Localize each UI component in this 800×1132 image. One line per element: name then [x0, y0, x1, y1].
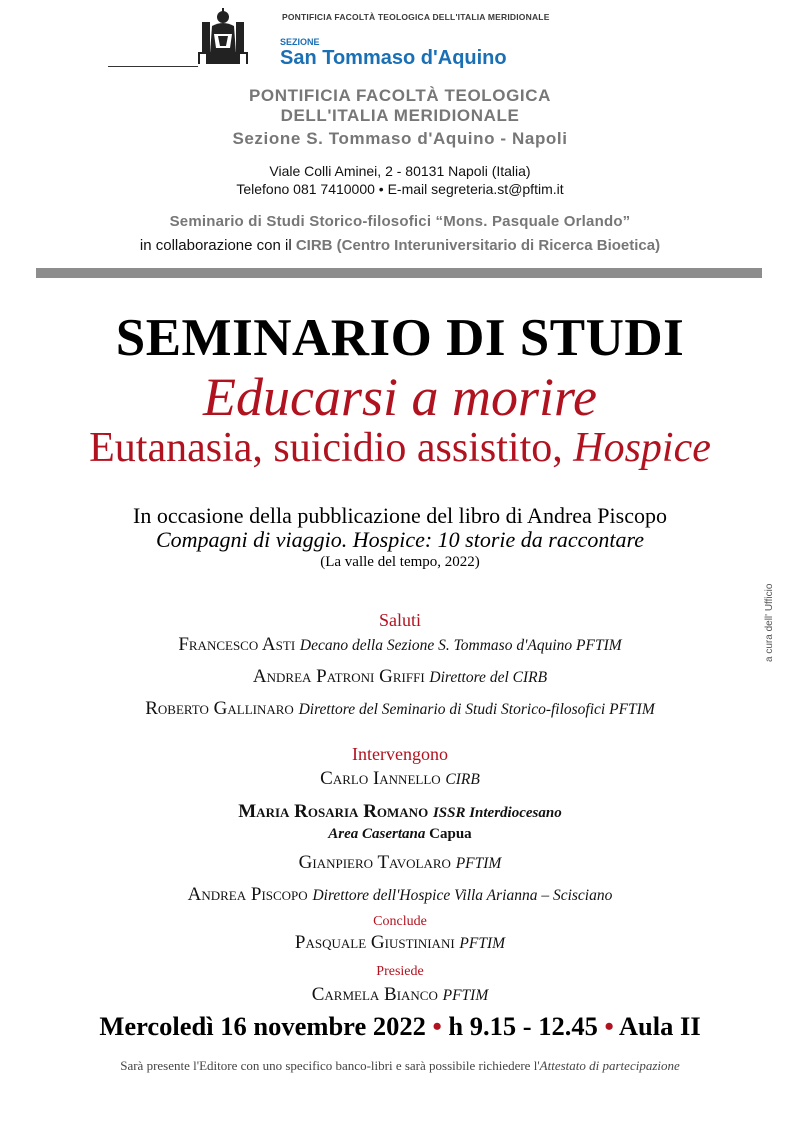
speaker-role: PFTIM [442, 987, 489, 1004]
event-time: h 9.15 - 12.45 [448, 1011, 598, 1041]
speaker-name: Gianpiero Tavolaro [298, 852, 451, 873]
saluti-label: Saluti [378, 610, 421, 630]
speaker-role-italic: Area Casertana [328, 826, 426, 842]
subtitle-plain: Eutanasia, suicidio assistito, [89, 425, 574, 471]
logo-institution-small: PONTIFICIA FACOLTÀ TEOLOGICA DELL'ITALIA MERIDIONALE [282, 12, 550, 22]
speaker-line [0, 801, 800, 823]
event-subtitle [0, 424, 800, 472]
divider-bar [36, 268, 762, 278]
logo-sezione-label: SEZIONE [280, 37, 320, 47]
institution-line-1: PONTIFICIA FACOLTÀ TEOLOGICA [248, 86, 551, 105]
speaker-role: PFTIM [455, 855, 502, 872]
speaker-line [0, 634, 800, 656]
speaker-line [0, 884, 800, 906]
speaker-line [0, 698, 800, 720]
speaker-name: Pasquale Giustiniani [294, 932, 455, 953]
event-room: Aula II [618, 1011, 701, 1041]
speaker-name: Roberto Gallinaro [145, 698, 294, 719]
footer-note-italic: Attestato di partecipazione [539, 1058, 680, 1073]
separator-dot: • [604, 1011, 614, 1041]
speaker-name: Francesco Asti [178, 634, 296, 655]
presiede-label: Presiede [376, 964, 424, 979]
speaker-name: Carlo Iannello [320, 768, 441, 789]
speaker-line [0, 768, 800, 790]
speaker-role-continued [0, 826, 800, 843]
speaker-role: PFTIM [459, 935, 506, 952]
logo-underline [108, 66, 198, 67]
speaker-role-plain: Capua [425, 826, 472, 842]
subtitle-italic: Hospice [573, 425, 711, 471]
collab-prefix: in collaborazione con il [139, 237, 296, 254]
occasion-line-1: In occasione della pubblicazione del libro di Andrea Piscopo [133, 503, 667, 528]
book-publisher: (La valle del tempo, 2022) [320, 554, 480, 570]
institution-line-2: DELL'ITALIA MERIDIONALE [280, 106, 520, 125]
collab-name: CIRB (Centro Interuniversitario di Ricerca Bioetica) [295, 237, 661, 254]
logo-section-name: San Tommaso d'Aquino [280, 47, 507, 69]
speaker-role: CIRB [445, 771, 480, 788]
speaker-role: Direttore dell'Hospice Villa Arianna – Scisciano [312, 887, 613, 904]
institution-line-3: Sezione S. Tommaso d'Aquino - Napoli [232, 129, 568, 148]
event-heading: SEMINARIO DI STUDI [115, 309, 685, 367]
speaker-role: Direttore del CIRB [429, 669, 548, 686]
speaker-name: Carmela Bianco [311, 984, 438, 1005]
speaker-role: Direttore del Seminario di Studi Storico-filosofici PFTIM [298, 701, 655, 718]
intervengono-label: Intervengono [352, 744, 448, 764]
collaboration-line [0, 237, 800, 254]
institution-contacts: Telefono 081 7410000 • E-mail segreteria.st@pftim.it [236, 181, 564, 197]
event-date: Mercoledì 16 novembre 2022 [99, 1011, 426, 1041]
footer-note [0, 1058, 800, 1074]
speaker-line [0, 932, 800, 954]
speaker-name: Andrea Piscopo [187, 884, 308, 905]
header-logo [108, 8, 588, 68]
book-title: Compagni di viaggio. Hospice: 10 storie da raccontare [155, 527, 645, 552]
separator-dot: • [432, 1011, 442, 1041]
speaker-name: Maria Rosaria Romano [238, 801, 429, 822]
footer-note-plain: Sarà presente l'Editore con uno specifico banco-libri e sarà possibile richiedere l' [120, 1058, 540, 1073]
seminar-organizer: Seminario di Studi Storico-filosofici “Mons. Pasquale Orlando” [169, 213, 631, 230]
seated-saint-emblem-icon [192, 8, 254, 66]
speaker-line [0, 984, 800, 1006]
side-note: a cura dell' Ufficio [764, 583, 775, 662]
speaker-name: Andrea Patroni Griffi [252, 666, 425, 687]
event-title: Educarsi a morire [203, 367, 597, 427]
event-schedule [0, 1011, 800, 1042]
institution-address: Viale Colli Aminei, 2 - 80131 Napoli (Italia) [269, 163, 531, 179]
speaker-role: Decano della Sezione S. Tommaso d'Aquino PFTIM [299, 637, 622, 654]
speaker-line [0, 852, 800, 874]
conclude-label: Conclude [373, 914, 427, 929]
speaker-role: ISSR Interdiocesano [432, 805, 562, 821]
speaker-line [0, 666, 800, 688]
